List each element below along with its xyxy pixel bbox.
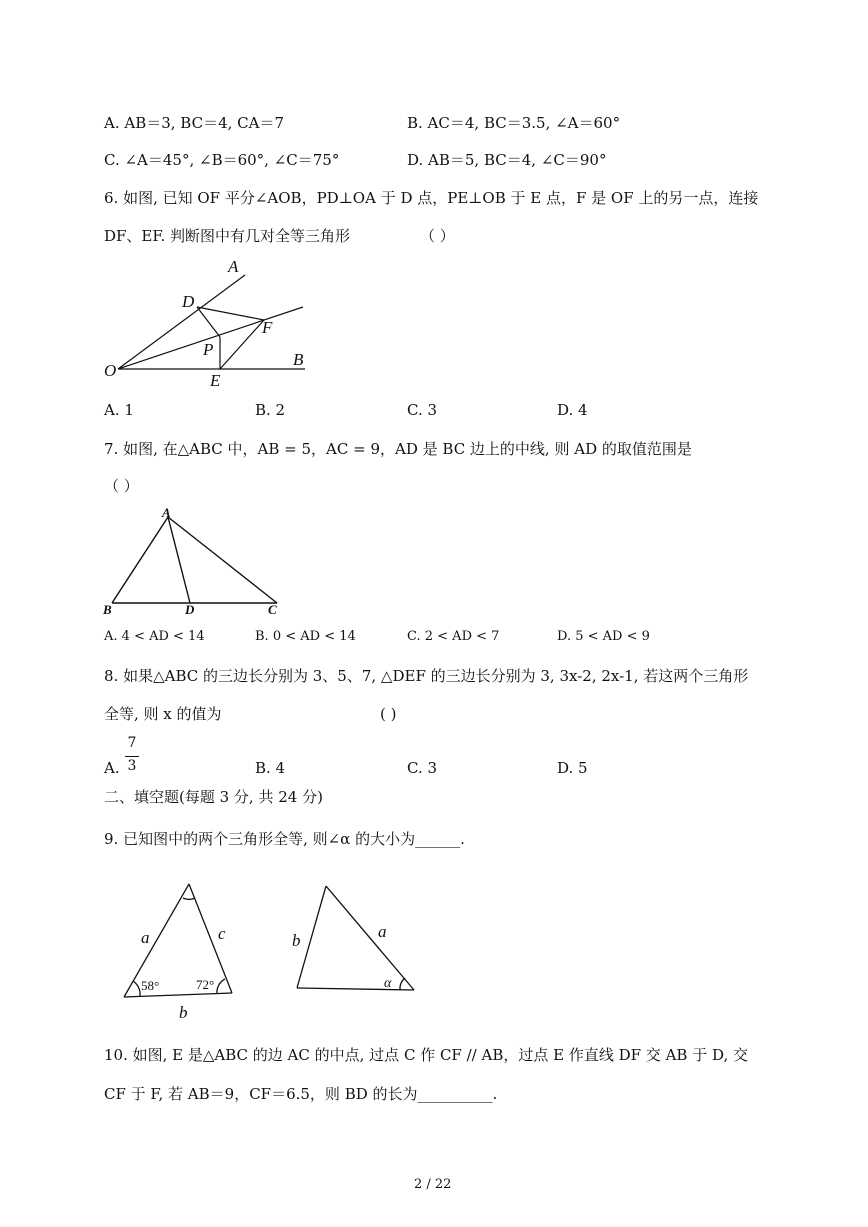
q7-label-c: C <box>268 602 277 617</box>
q9-text-line1: 9. 已知图中的两个三角形全等, 则∠α 的大小为______. <box>104 830 465 848</box>
q6-answer-blank: （ ） <box>420 227 455 245</box>
q8-option-a-prefix: A. <box>104 759 120 777</box>
q6-label-d: D <box>182 292 195 311</box>
q6-label-b: B <box>293 350 304 369</box>
q6-option-b: B. 2 <box>255 401 286 419</box>
q5-option-a: A. AB＝3, BC＝4, CA＝7 <box>104 114 285 132</box>
q6-text-line1: 6. 如图, 已知 OF 平分∠AOB，PD⊥OA 于 D 点，PE⊥OB 于 E 点，F 是 OF 上的另一点，连接 <box>104 189 759 207</box>
q6-label-p: P <box>203 340 214 359</box>
q9-tri1-side-c: c <box>218 924 226 943</box>
q5-option-c: C. ∠A＝45°, ∠B＝60°, ∠C＝75° <box>104 151 340 169</box>
q8-option-c: C. 3 <box>407 759 438 777</box>
q10-text-line2: CF 于 F, 若 AB＝9，CF＝6.5，则 BD 的长为__________. <box>104 1085 498 1103</box>
q9-tri1-side-a: a <box>141 928 150 947</box>
q8-option-d: D. 5 <box>557 759 588 777</box>
page-number: 2 / 22 <box>414 1177 452 1192</box>
q9-tri1-side-b: b <box>179 1003 188 1022</box>
q9-tri2-side-a: a <box>378 922 387 941</box>
q6-option-d: D. 4 <box>557 401 588 419</box>
q6-label-a: A <box>228 257 239 276</box>
q7-option-d: D. 5 < AD < 9 <box>557 629 650 644</box>
q7-text-line1: 7. 如图, 在△ABC 中，AB = 5，AC = 9，AD 是 BC 边上的中线, 则 AD 的取值范围是 <box>104 440 692 458</box>
q8-option-b: B. 4 <box>255 759 286 777</box>
q7-option-c: C. 2 < AD < 7 <box>407 629 500 644</box>
q7-label-d: D <box>185 602 195 617</box>
q6-label-f: F <box>262 318 273 337</box>
q7-answer-blank: （ ） <box>104 477 139 495</box>
q8-answer-blank: ( ) <box>380 705 397 723</box>
q9-angle-alpha: α <box>384 976 392 991</box>
q7-label-a: A <box>162 505 171 520</box>
q6-option-a: A. 1 <box>104 401 134 419</box>
q9-angle-58: 58° <box>141 978 160 993</box>
q8-option-a-numerator: 7 <box>127 735 137 751</box>
q5-option-d: D. AB＝5, BC＝4, ∠C＝90° <box>407 151 607 169</box>
q6-option-c: C. 3 <box>407 401 438 419</box>
q6-text-line2: DF、EF. 判断图中有几对全等三角形 <box>104 227 350 245</box>
q6-label-e: E <box>210 371 221 390</box>
q10-text-line1: 10. 如图, E 是△ABC 的边 AC 的中点, 过点 C 作 CF // AB，过点 E 作直线 DF 交 AB 于 D, 交 <box>104 1046 748 1064</box>
q6-label-o: O <box>104 361 117 380</box>
q8-text-line1: 8. 如果△ABC 的三边长分别为 3、5、7, △DEF 的三边长分别为 3, 3x-2, 2x-1, 若这两个三角形 <box>104 667 749 685</box>
q9-angle-72: 72° <box>196 977 215 992</box>
q5-option-b: B. AC＝4, BC＝3.5, ∠A＝60° <box>407 114 621 132</box>
q7-option-b: B. 0 < AD < 14 <box>255 629 356 644</box>
q7-label-b: B <box>103 602 112 617</box>
q8-option-a-denominator: 3 <box>127 758 137 774</box>
section-2-heading: 二、填空题(每题 3 分, 共 24 分) <box>104 788 323 806</box>
q8-text-line2: 全等, 则 x 的值为 <box>104 705 222 723</box>
q7-option-a: A. 4 < AD < 14 <box>104 629 205 644</box>
q9-tri2-side-b: b <box>292 931 301 950</box>
